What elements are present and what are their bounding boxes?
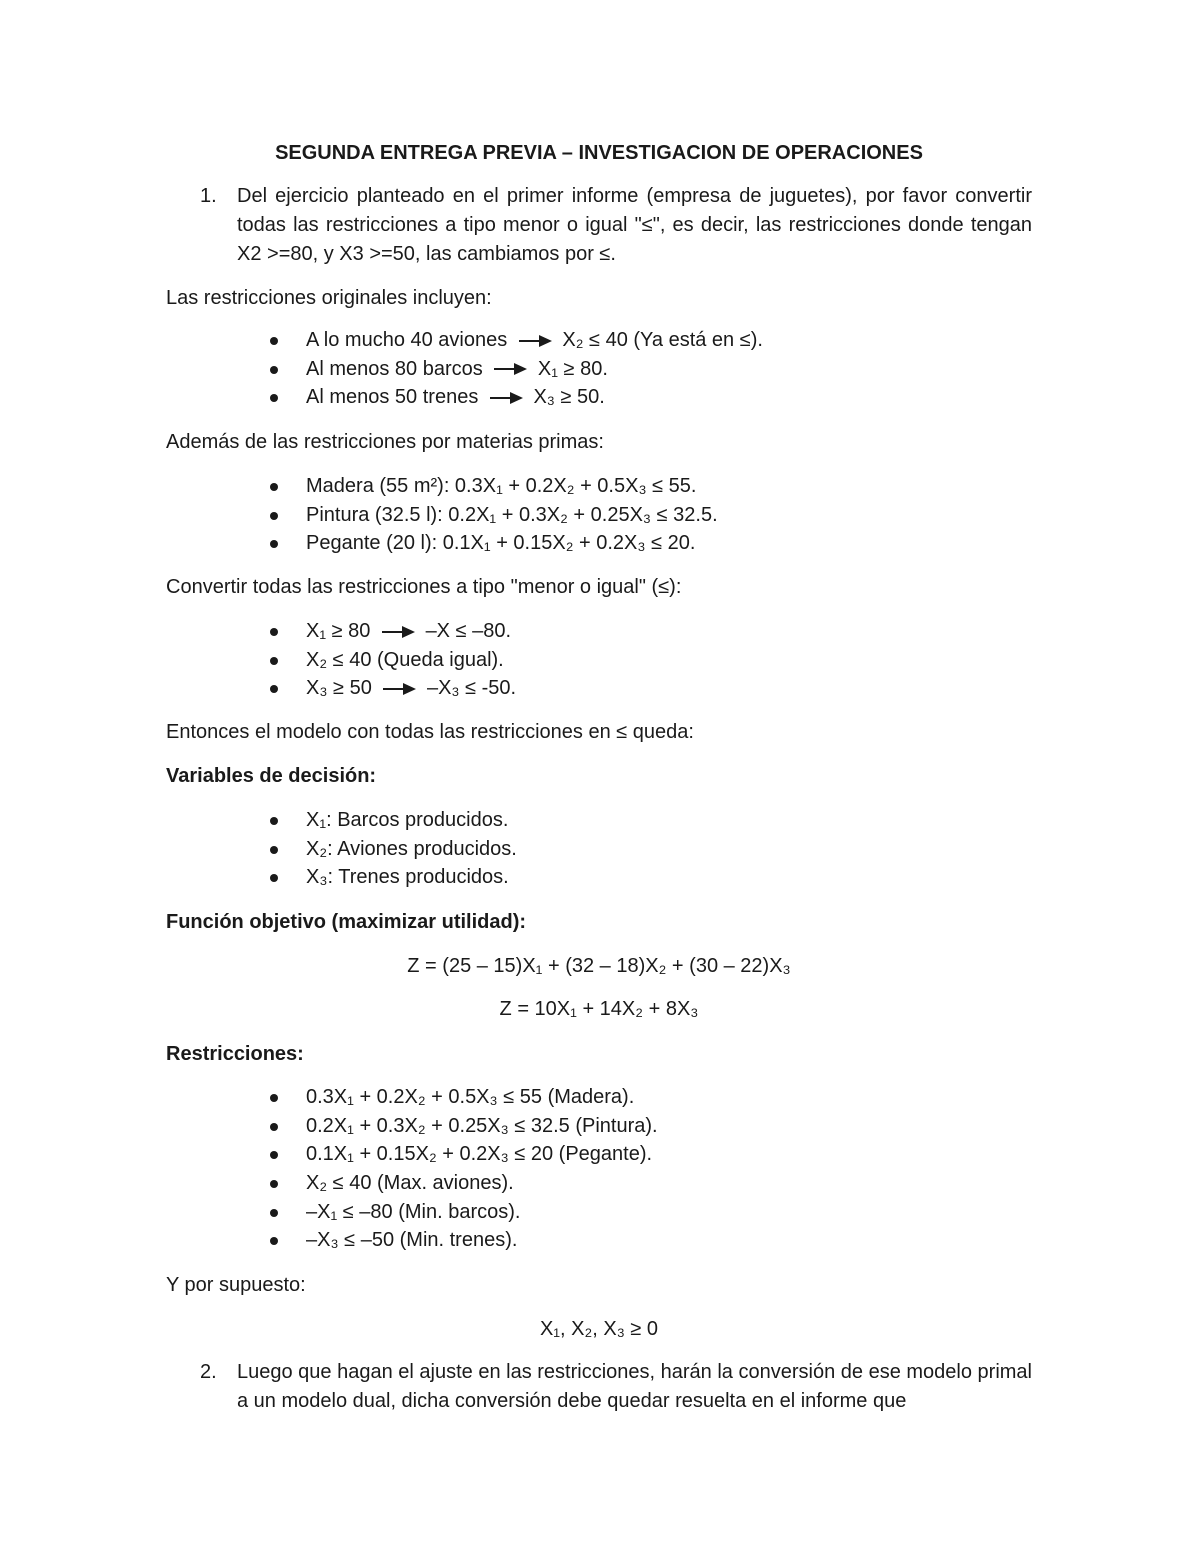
bullet-icon: [270, 685, 278, 693]
document-title: SEGUNDA ENTREGA PREVIA – INVESTIGACION DE OPERACIONES: [275, 142, 923, 164]
bullet-icon: [270, 874, 278, 882]
numbered-item-1: [200, 182, 1032, 268]
item-text: Pintura (32.5 l): 0.2X₁ + 0.3X₂ + 0.25X₃ ≤ 32.5.: [306, 503, 718, 526]
list-item: [268, 646, 516, 675]
bullet-icon: [270, 1180, 278, 1188]
list-item: [268, 383, 763, 412]
item-left: X₃ ≥ 50: [306, 677, 372, 700]
nonnegativity-equation: X₁, X₂, X₃ ≥ 0: [539, 1318, 659, 1340]
bullet-icon: [270, 1123, 278, 1131]
item-left: A lo mucho 40 aviones: [306, 329, 508, 351]
list-item: [268, 1169, 658, 1198]
materias-list: [268, 472, 718, 558]
arrow-right-icon: [494, 362, 528, 376]
variables-heading: Variables de decisión:: [166, 765, 377, 787]
item-text: X₁: Barcos producidos.: [306, 809, 509, 831]
list-item: [268, 472, 718, 501]
item-left: Al menos 50 trenes: [306, 386, 479, 409]
supuesto-heading: Y por supuesto:: [166, 1274, 306, 1296]
list-item: [268, 501, 718, 530]
item-right: X₃ ≥ 50.: [533, 386, 605, 409]
originales-list: [268, 326, 763, 412]
funcion-heading: Función objetivo (maximizar utilidad):: [166, 911, 527, 933]
list-item: [268, 835, 517, 864]
bullet-icon: [270, 1237, 278, 1245]
convertir-heading: Convertir todas las restricciones a tipo "menor o igual" (≤):: [166, 576, 682, 598]
arrow-right-icon: [383, 682, 417, 696]
item-left: Al menos 80 barcos: [306, 357, 483, 380]
item-right: –X ≤ –80.: [425, 620, 512, 642]
item-text: X₂ ≤ 40 (Max. aviones).: [306, 1172, 514, 1195]
bullet-icon: [270, 540, 278, 548]
list-item: [268, 674, 516, 703]
bullet-icon: [270, 1209, 278, 1217]
item-right: X₁ ≥ 80.: [537, 357, 608, 380]
arrow-right-icon: [519, 334, 553, 348]
bullet-icon: [270, 512, 278, 520]
bullet-icon: [270, 846, 278, 854]
item-number: 2.: [200, 1361, 217, 1383]
list-item: [268, 355, 763, 384]
modelo-heading: Entonces el modelo con todas las restricciones en ≤ queda:: [166, 721, 694, 743]
item-text: 0.3X₁ + 0.2X₂ + 0.5X₃ ≤ 55 (Madera).: [306, 1086, 635, 1108]
list-item: [268, 1112, 658, 1141]
item-left: X₂ ≤ 40 (Queda igual).: [306, 648, 504, 671]
bullet-icon: [270, 1094, 278, 1102]
item-text: 0.1X₁ + 0.15X₂ + 0.2X₃ ≤ 20 (Pegante).: [306, 1143, 653, 1166]
list-item: [268, 1140, 658, 1169]
bullet-icon: [270, 628, 278, 636]
item-text: Del ejercicio planteado en el primer informe (empresa de juguetes), por favor convertir todas las restricciones a tipo menor o igual "≤", es decir, las restricciones donde tengan X2 >=80, y X3 >=50, las cambiamos por ≤.: [237, 185, 1032, 265]
list-item: [268, 863, 517, 892]
bullet-icon: [270, 657, 278, 665]
arrow-right-icon: [490, 391, 524, 405]
list-item: [268, 806, 517, 835]
list-item: [268, 1226, 658, 1255]
bullet-icon: [270, 394, 278, 402]
restricciones-heading: Restricciones:: [166, 1043, 304, 1065]
bullet-icon: [270, 1151, 278, 1159]
list-item: [268, 529, 718, 558]
objective-equation-1: Z = (25 – 15)X₁ + (32 – 18)X₂ + (30 – 22)X₃: [407, 955, 791, 977]
numbered-item-2: [200, 1358, 1032, 1416]
list-item: [268, 1083, 658, 1112]
item-text: Pegante (20 l): 0.1X₁ + 0.15X₂ + 0.2X₃ ≤ 20.: [306, 532, 696, 555]
list-item: [268, 1198, 658, 1227]
convertir-list: [268, 617, 516, 703]
item-right: X₂ ≤ 40 (Ya está en ≤).: [562, 329, 763, 351]
item-text: X₂: Aviones producidos.: [306, 837, 517, 860]
list-item: [268, 617, 516, 646]
materias-heading: Además de las restricciones por materias primas:: [166, 431, 604, 453]
item-text: X₃: Trenes producidos.: [306, 866, 509, 889]
list-item: [268, 326, 763, 355]
item-text: 0.2X₁ + 0.3X₂ + 0.25X₃ ≤ 32.5 (Pintura).: [306, 1114, 658, 1137]
item-number: 1.: [200, 185, 217, 207]
originales-heading: Las restricciones originales incluyen:: [166, 287, 492, 309]
item-text: –X₁ ≤ –80 (Min. barcos).: [306, 1200, 521, 1223]
bullet-icon: [270, 483, 278, 491]
item-text: –X₃ ≤ –50 (Min. trenes).: [306, 1229, 518, 1252]
objective-equation-2: Z = 10X₁ + 14X₂ + 8X₃: [499, 998, 699, 1020]
bullet-icon: [270, 337, 278, 345]
bullet-icon: [270, 366, 278, 374]
arrow-right-icon: [382, 625, 416, 639]
variables-list: [268, 806, 517, 892]
item-text: Luego que hagan el ajuste en las restricciones, harán la conversión de ese modelo primal a un modelo dual, dicha conversión debe quedar resuelta en el informe que: [237, 1361, 1032, 1412]
item-right: –X₃ ≤ -50.: [426, 677, 517, 700]
item-left: X₁ ≥ 80: [306, 620, 371, 642]
bullet-icon: [270, 817, 278, 825]
restricciones-list: [268, 1083, 658, 1255]
item-text: Madera (55 m²): 0.3X₁ + 0.2X₂ + 0.5X₃ ≤ 55.: [306, 475, 697, 497]
